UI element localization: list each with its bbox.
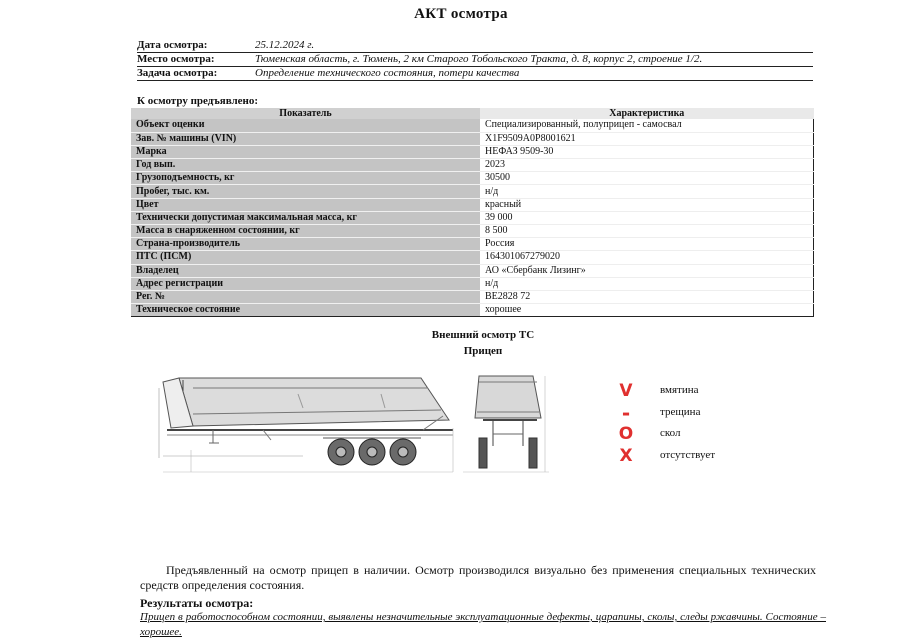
crack-dash-icon: - xyxy=(621,401,631,425)
spec-name: Техническое состояние xyxy=(131,304,480,317)
spec-value: красный xyxy=(480,198,814,211)
spec-value: н/д xyxy=(480,185,814,198)
spec-name: Масса в снаряженном состоянии, кг xyxy=(131,225,480,238)
table-row xyxy=(131,251,814,264)
spec-name: Страна-производитель xyxy=(131,238,480,251)
specs-header-indicator: Показатель xyxy=(131,108,480,119)
spec-value: 8 500 xyxy=(480,225,814,238)
task-value: Определение технического состояния, потери качества xyxy=(255,67,520,79)
place-label: Место осмотра: xyxy=(137,53,215,65)
spec-value: ВЕ2828 72 xyxy=(480,290,814,303)
legend-item-crack xyxy=(613,403,753,423)
spec-name: Пробег, тыс. км. xyxy=(131,185,480,198)
table-row xyxy=(131,145,814,158)
inspection-title: Внешний осмотр ТС xyxy=(431,329,535,341)
spec-value: X1F9509A0P8001621 xyxy=(480,132,814,145)
spec-value: хорошее xyxy=(480,304,814,317)
date-value: 25.12.2024 г. xyxy=(255,39,315,51)
spec-name: Адрес регистрации xyxy=(131,277,480,290)
spec-value: 164301067279020 xyxy=(480,251,814,264)
table-row xyxy=(131,211,814,224)
table-row xyxy=(131,198,814,211)
spec-name: ПТС (ПСМ) xyxy=(131,251,480,264)
spec-name: Владелец xyxy=(131,264,480,277)
table-row xyxy=(131,225,814,238)
conclusion-paragraph: Предъявленный на осмотр прицеп в наличии. Осмотр производился визуально без применения специальных технических средств определения состояния. xyxy=(140,563,816,592)
chip-o-icon: O xyxy=(618,424,634,444)
spec-name: Объект оценки xyxy=(131,119,480,132)
specs-body xyxy=(131,119,814,317)
table-row xyxy=(131,238,814,251)
table-row xyxy=(131,264,814,277)
spec-value: 30500 xyxy=(480,172,814,185)
dent-v-icon: V xyxy=(619,381,633,401)
spec-value: Специализированный, полуприцеп - самосвал xyxy=(480,119,814,132)
place-value: Тюменская область, г. Тюмень, 2 км Старого Тобольского Тракта, д. 8, корпус 2, строение 1/2. xyxy=(255,53,703,65)
specs-table xyxy=(131,108,814,317)
spec-value: НЕФАЗ 9509-30 xyxy=(480,145,814,158)
spec-name: Год вып. xyxy=(131,159,480,172)
legend-item-missing xyxy=(613,446,753,466)
legend-label-missing: отсутствует xyxy=(660,449,716,461)
date-label: Дата осмотра: xyxy=(137,39,208,51)
legend-label-dent: вмятина xyxy=(660,384,699,396)
table-row xyxy=(131,159,814,172)
spec-value: Россия xyxy=(480,238,814,251)
specs-header-row xyxy=(131,108,814,119)
trailer-drawing xyxy=(153,368,553,480)
table-row xyxy=(131,185,814,198)
legend-label-chip: скол xyxy=(660,427,681,439)
specs-header-characteristic: Характеристика xyxy=(480,108,814,119)
spec-name: Грузоподъемность, кг xyxy=(131,172,480,185)
spec-name: Марка xyxy=(131,145,480,158)
document-title: АКТ осмотра xyxy=(414,6,508,22)
results-text: Прицеп в работоспособном состоянии, выявлены незначительные эксплуатационные дефекты, царапины, сколы, следы ржавчины. Состояние – хорошее. xyxy=(140,611,826,638)
table-row xyxy=(131,172,814,185)
spec-name: Рег. № xyxy=(131,290,480,303)
results-title: Результаты осмотра: xyxy=(140,596,254,610)
legend-label-crack: трещина xyxy=(660,406,701,418)
presented-label: К осмотру предъявлено: xyxy=(137,95,259,107)
table-row xyxy=(131,132,814,145)
spec-name: Технически допустимая максимальная масса, кг xyxy=(131,211,480,224)
spec-name: Зав. № машины (VIN) xyxy=(131,132,480,145)
legend-item-chip xyxy=(613,424,753,444)
table-row xyxy=(131,290,814,303)
meta-block xyxy=(137,39,813,81)
missing-x-icon: X xyxy=(619,446,633,466)
table-row xyxy=(131,119,814,132)
table-row xyxy=(131,277,814,290)
meta-row-task xyxy=(137,67,813,81)
inspection-subtitle: Прицеп xyxy=(463,345,503,357)
spec-value: 2023 xyxy=(480,159,814,172)
task-label: Задача осмотра: xyxy=(137,67,218,79)
spec-value: н/д xyxy=(480,277,814,290)
spec-name: Цвет xyxy=(131,198,480,211)
spec-value: 39 000 xyxy=(480,211,814,224)
spec-value: АО «Сбербанк Лизинг» xyxy=(480,264,814,277)
legend-item-dent xyxy=(613,381,753,401)
meta-row-place xyxy=(137,53,813,67)
meta-row-date xyxy=(137,39,813,53)
table-row xyxy=(131,304,814,317)
